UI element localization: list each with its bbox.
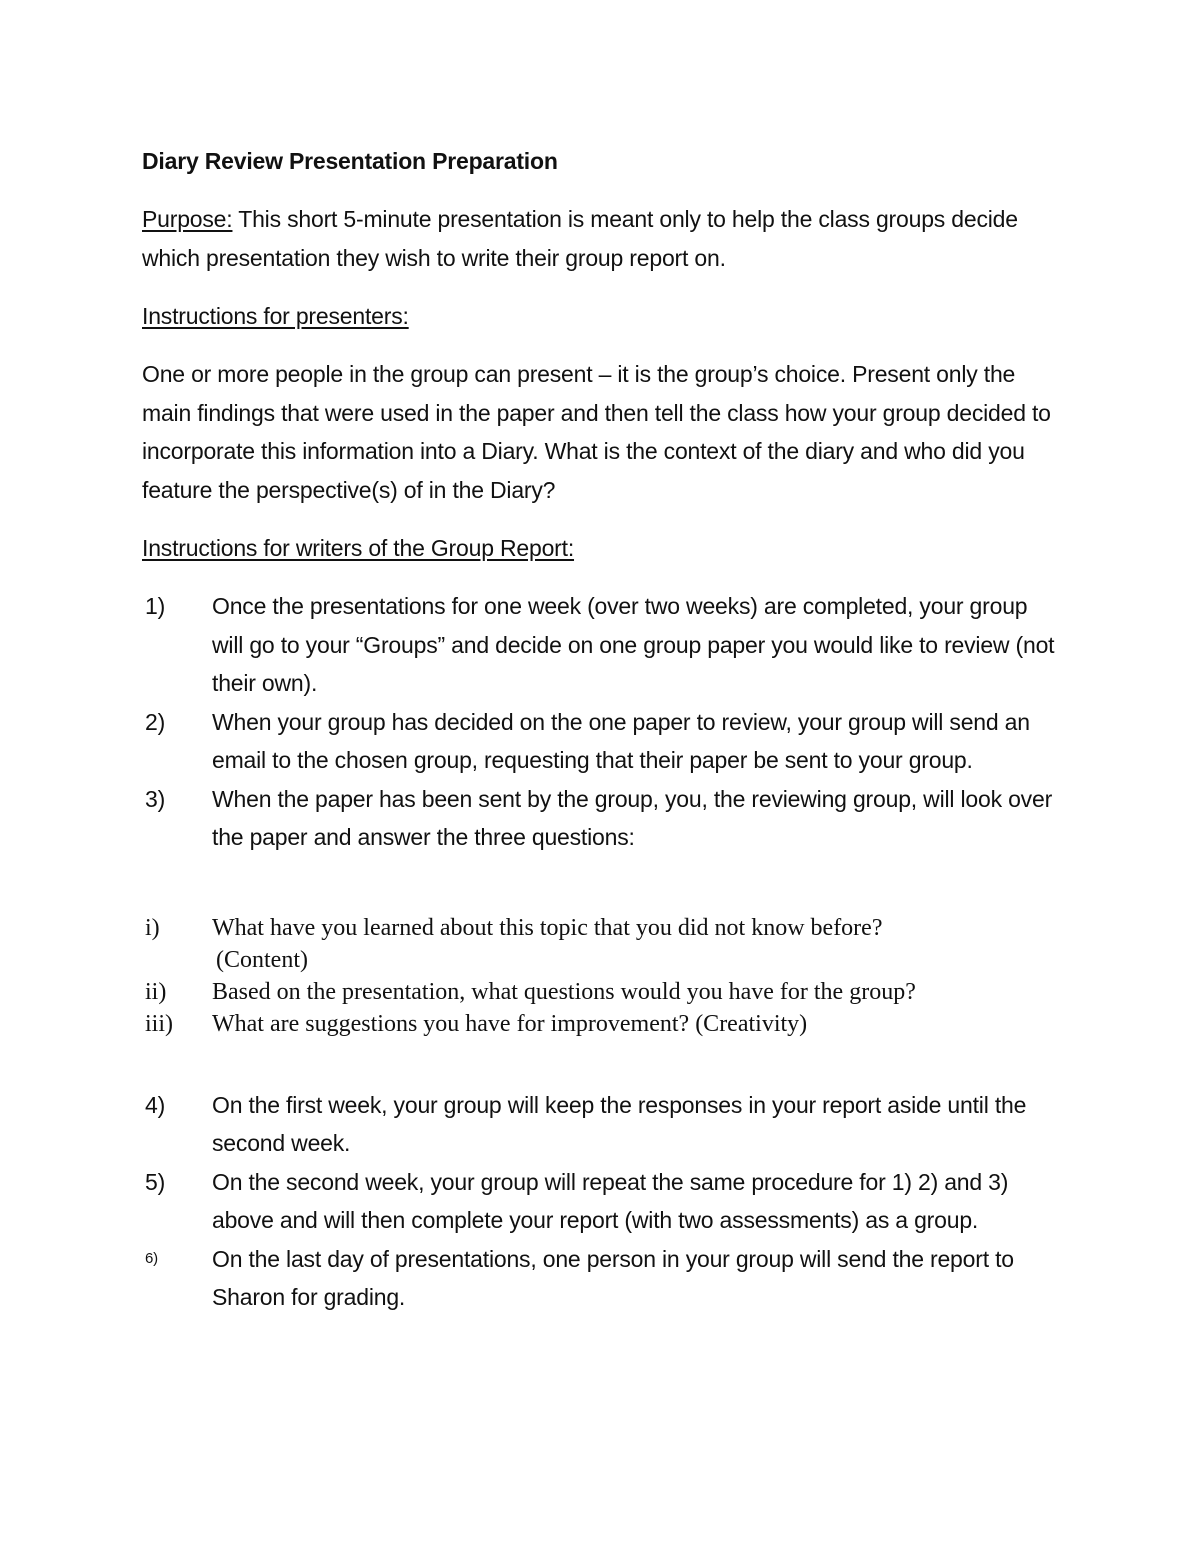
- step-text: On the second week, your group will repeat the same procedure for 1) 2) and 3) above and will then complete your report (with two assessments) as a group.: [212, 1168, 1009, 1233]
- step-text: On the first week, your group will keep the responses in your report aside until the second week.: [212, 1091, 1027, 1156]
- question-number: iii): [145, 1010, 173, 1037]
- step-number: 4): [145, 1091, 166, 1118]
- list-item: [142, 587, 1062, 703]
- steps-list-continued: [142, 1086, 1062, 1317]
- presenters-paragraph: One or more people in the group can present – it is the group’s choice. Present only the main findings that were used in the paper and then tell the class how your group decided to incorporate this information into a Diary. What is the context of the diary and who did you feature the perspective(s) of in the Diary?: [142, 361, 1051, 503]
- purpose-label: Purpose:: [142, 206, 233, 232]
- list-item: [142, 912, 1062, 976]
- step-number: 1): [145, 593, 166, 619]
- list-item: [142, 1086, 1062, 1163]
- purpose-paragraph: [142, 200, 1062, 277]
- step-text: When your group has decided on the one paper to review, your group will send an email to the chosen group, requesting that their paper be sent to your group.: [212, 708, 1030, 773]
- step-number: 3): [145, 785, 166, 812]
- question-text: [212, 912, 1062, 976]
- steps-list: [142, 587, 1062, 857]
- document-page: [142, 142, 1062, 1317]
- document-title: Diary Review Presentation Preparation: [142, 148, 558, 174]
- list-item: [142, 1163, 1062, 1240]
- writers-heading: Instructions for writers of the Group Report:: [142, 535, 575, 561]
- step-number: 2): [145, 708, 166, 735]
- step-text: When the paper has been sent by the group, you, the reviewing group, will look over the paper and answer the three questions:: [212, 785, 1053, 850]
- presenters-heading: Instructions for presenters:: [142, 303, 409, 329]
- step-number: 5): [145, 1168, 166, 1195]
- question-text: What are suggestions you have for improvement? (Creativity): [212, 1010, 808, 1037]
- list-item: [142, 780, 1062, 857]
- question-number: ii): [145, 978, 167, 1005]
- step-text: Once the presentations for one week (over two weeks) are completed, your group will go to your “Groups” and decide on one group paper you would like to review (not their own).: [212, 593, 1055, 696]
- step-text: On the last day of presentations, one person in your group will send the report to Sharon for grading.: [212, 1245, 1014, 1310]
- list-item: [142, 703, 1062, 780]
- question-main-text: What have you learned about this topic that you did not know before?: [212, 914, 883, 941]
- purpose-text: This short 5-minute presentation is meant only to help the class groups decide which presentation they wish to write their group report on.: [142, 206, 1018, 271]
- question-text: Based on the presentation, what questions would you have for the group?: [212, 978, 916, 1005]
- question-extra-text: (Content): [216, 946, 308, 973]
- list-item: [142, 976, 1062, 1008]
- step-number: 6): [145, 1249, 158, 1267]
- questions-list: [142, 912, 1062, 1040]
- list-item: [142, 1240, 1062, 1317]
- question-number: i): [145, 914, 160, 941]
- list-item: [142, 1008, 1062, 1040]
